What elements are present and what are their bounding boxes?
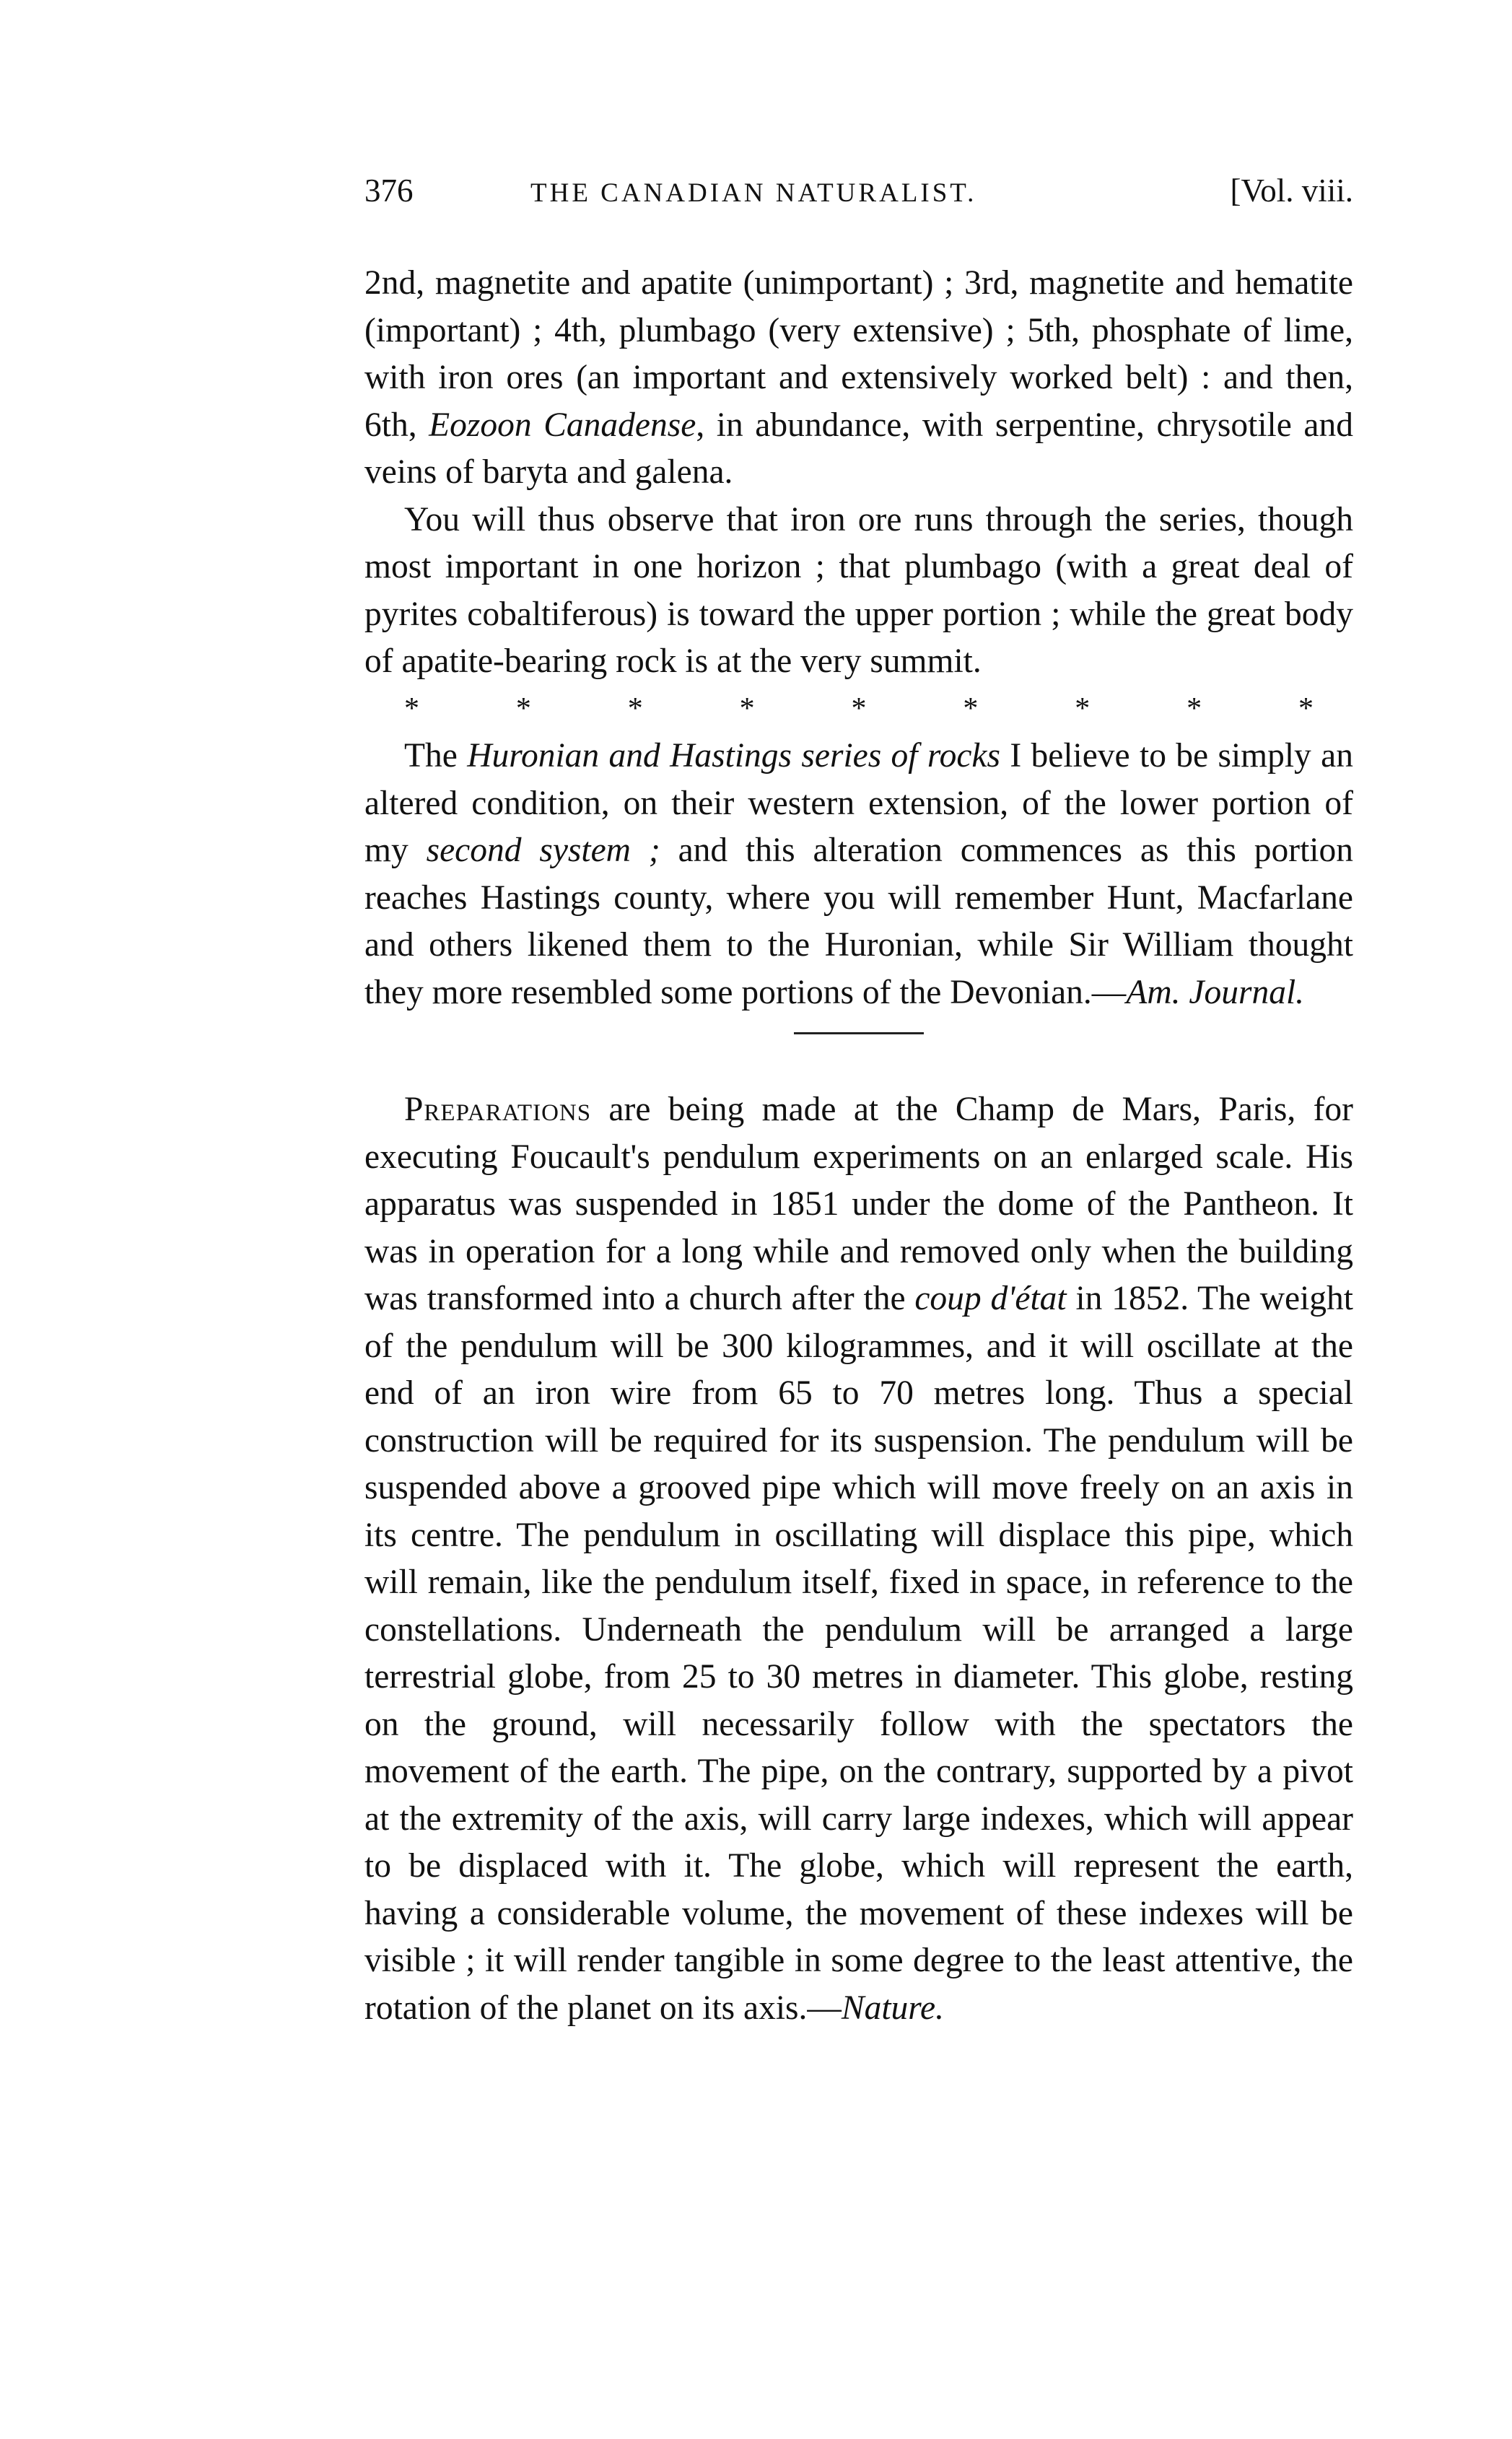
citation: Am. Journal. xyxy=(1126,973,1305,1011)
star-glyph: * xyxy=(1075,691,1091,725)
paragraph-minerals xyxy=(364,260,1353,497)
italic-text: coup d'état xyxy=(914,1280,1067,1317)
star-glyph: * xyxy=(627,691,643,725)
star-glyph: * xyxy=(1298,691,1314,725)
page-header xyxy=(364,172,1353,222)
section-break-stars xyxy=(364,686,1353,733)
paragraph-text: 2nd, magnetite and apatite (unimportant) ; 3rd, magnetite and hematite (important) ; 4th, plumbago (very extensive) ; 5th, phosphate of lime, with iron ores (an important and extensively worked belt) : and then, 6th, xyxy=(364,264,1353,444)
italic-text: Huronian and Hastings series of rocks xyxy=(467,737,1000,775)
running-title: THE CANADIAN NATURALIST. xyxy=(530,178,977,208)
paragraph-iron-ore xyxy=(364,497,1353,686)
paragraph-foucault-pendulum xyxy=(364,1086,1353,2032)
paragraph-text: and this alteration commences as this portion reaches Hastings county, where you will remember Hunt, Macfarlane and others likened them to the Huronian, while Sir William thought they more resembled some portions of the Devonian.— xyxy=(364,832,1353,1011)
italic-text: second system ; xyxy=(426,832,660,869)
star-glyph: * xyxy=(851,691,867,725)
star-glyph: * xyxy=(1187,691,1202,725)
paragraph-text: , in abundance, with serpentine, chrysotile and veins of baryta and galena. xyxy=(364,406,1353,491)
paragraph-text: You will thus observe that iron ore runs through the series, though most important in one horizon ; that plumbago (with a great deal of pyrites cobaltiferous) is toward the upper portion ; while the great body of apatite-bearing rock is at the very summit. xyxy=(364,500,1353,680)
paragraph-huronian xyxy=(364,733,1353,1016)
paragraph-text: are being made at the Champ de Mars, Paris, for executing Foucault's pendulum experiments on an enlarged scale. His apparatus was suspended in 1851 under the dome of the Pantheon. It was in operation for a long while and removed only when the building was transformed into a church after the xyxy=(364,1091,1353,1317)
citation: Nature. xyxy=(841,1989,944,2027)
small-caps-lead: Preparations xyxy=(404,1091,592,1128)
page-number: 376 xyxy=(364,173,414,209)
paragraph-text: in 1852. The weight of the pendulum will be 300 kilogrammes, and it will oscillate at the end of an iron wire from 65 to 70 metres long. Thus a special construction will be required for its suspension. The pendulum will be suspended above a grooved pipe which will move freely on an axis in its centre. The pendulum in oscillating will displace this pipe, which will remain, like the pendulum itself, fixed in space, in reference to the constellations. Underneath the pendulum will be arranged a large terrestrial globe, from 25 to 30 metres in diameter. This globe, resting on the ground, will necessarily follow with the spectators the movement of the earth. The pipe, on the contrary, supported by a pivot at the extremity of the axis, will carry large indexes, which will appear to be displaced with it. The globe, which will represent the earth, having a considerable volume, the movement of these indexes will be visible ; it will render tangible in some degree to the least attentive, the rotation of the planet on its axis.— xyxy=(364,1280,1354,2027)
body-text xyxy=(364,260,1353,2032)
star-glyph: * xyxy=(404,691,419,725)
italic-text: Eozoon Canadense xyxy=(429,406,696,444)
star-glyph: * xyxy=(515,691,531,725)
paragraph-text: The xyxy=(404,737,468,775)
volume-label: [Vol. viii. xyxy=(1230,173,1353,209)
spacer xyxy=(364,1034,1353,1086)
star-glyph: * xyxy=(739,691,755,725)
paragraph-text: I believe to be simply an altered condition, on their western extension, of the lower portion of my xyxy=(364,737,1353,869)
star-glyph: * xyxy=(963,691,979,725)
